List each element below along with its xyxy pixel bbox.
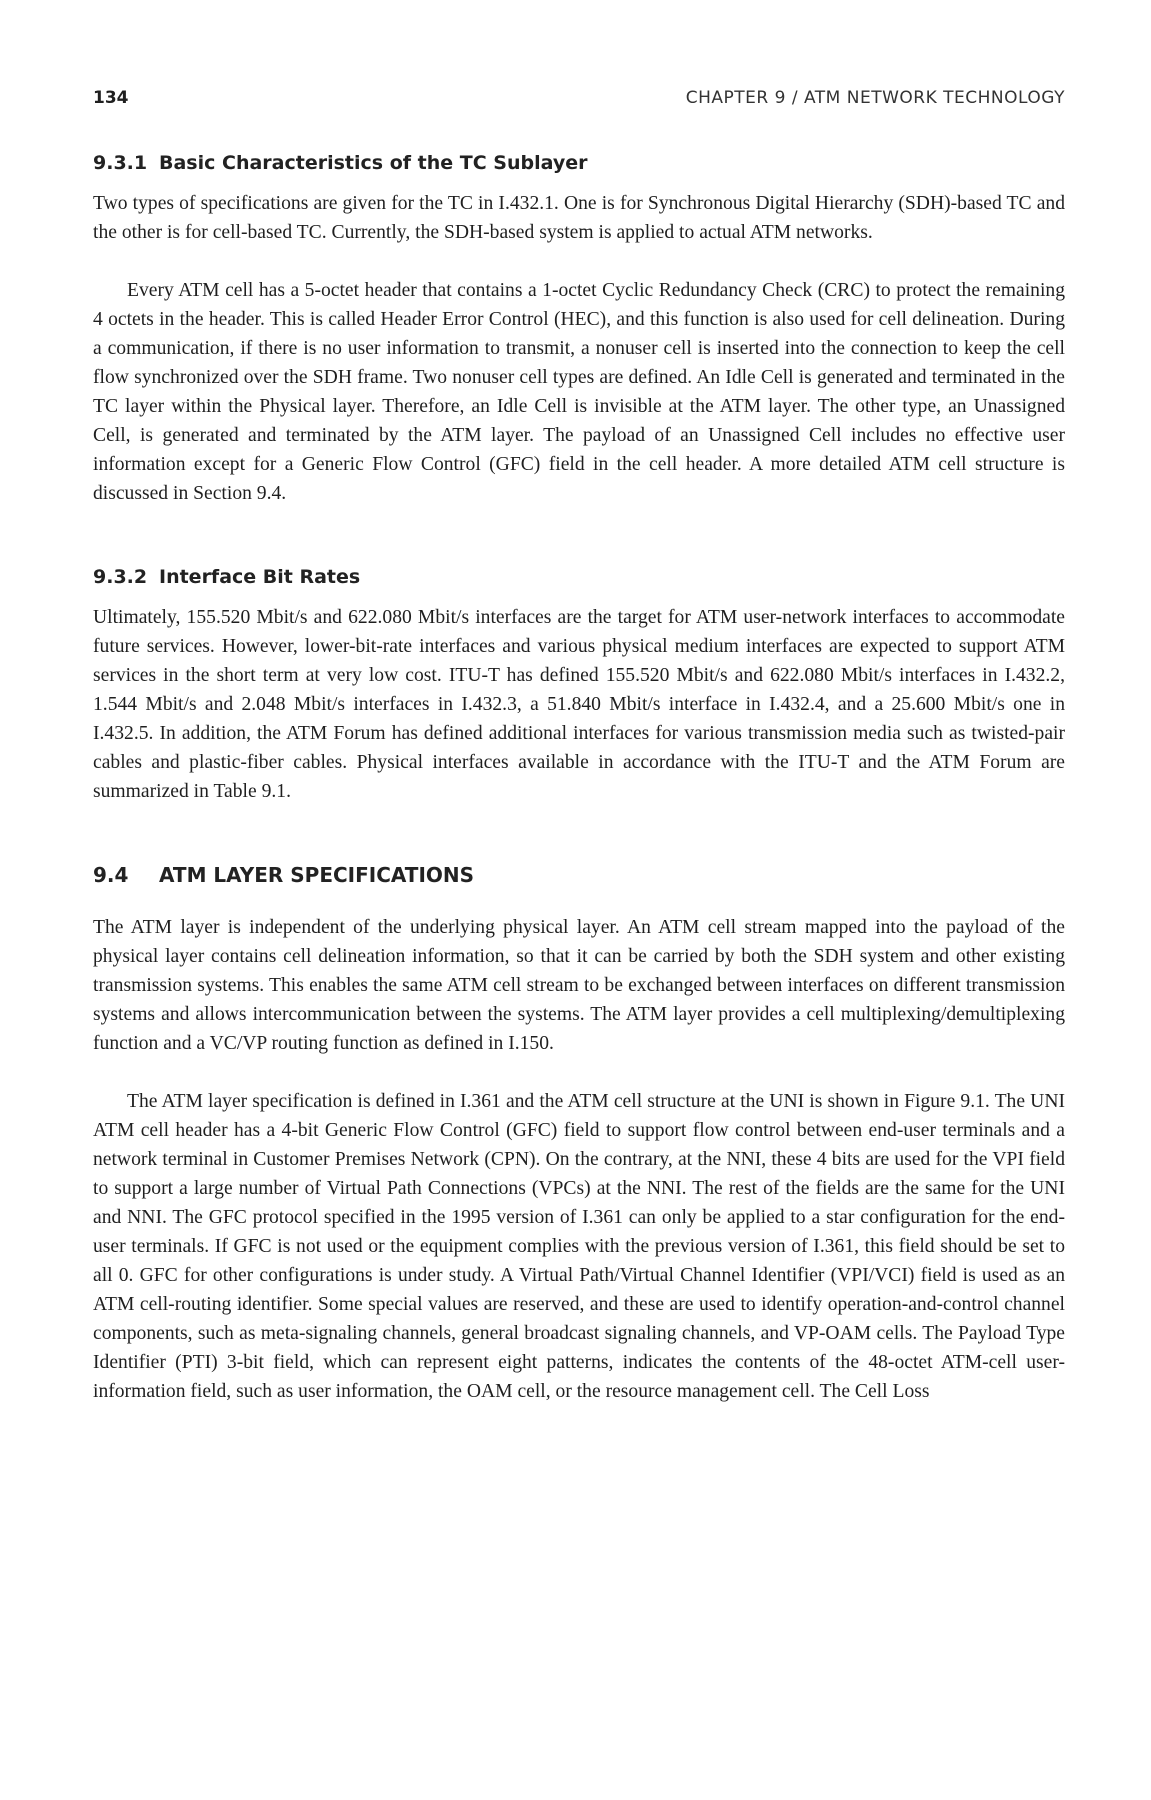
- subsection-title: Basic Characteristics of the TC Sublayer: [159, 152, 588, 174]
- section-number: 9.4: [93, 863, 129, 887]
- chapter-title: CHAPTER 9 / ATM NETWORK TECHNOLOGY: [685, 88, 1065, 108]
- paragraph-tc-specifications: Two types of specifications are given for the TC in I.432.1. One is for Synchronous Digital Hierarchy (SDH)-based TC and the other is for cell-based TC. Currently, the SDH-based system is applied to actual ATM networks.: [93, 193, 1065, 243]
- subsection-heading-9-3-1: [93, 152, 587, 174]
- paragraph-atm-layer-independence: The ATM layer is independent of the underlying physical layer. An ATM cell stream mapped into the payload of the physical layer contains cell delineation information, so that it can be carried by both the SDH system and other existing transmission systems. This enables the same ATM cell stream to be exchanged between interfaces on different transmission systems and allows intercommunication between the systems. The ATM layer provides a cell multiplexing/demultiplexing function and a VC/VP routing function as defined in I.150.: [93, 917, 1065, 1054]
- section-title: ATM LAYER SPECIFICATIONS: [159, 863, 475, 887]
- subsection-heading-9-3-2: [93, 566, 360, 588]
- subsection-number: 9.3.1: [93, 152, 148, 174]
- subsection-title: Interface Bit Rates: [159, 566, 361, 588]
- subsection-number: 9.3.2: [93, 566, 148, 588]
- page-number: 134: [93, 88, 129, 108]
- section-heading-9-4: [93, 863, 474, 887]
- paragraph-atm-cell-structure: The ATM layer specification is defined in I.361 and the ATM cell structure at the UNI is shown in Figure 9.1. The UNI ATM cell header has a 4-bit Generic Flow Control (GFC) field to support flow control between end-user terminals and a network terminal in Customer Premises Network (CPN). On the contrary, at the NNI, these 4 bits are used for the VPI field to support a large number of Virtual Path Connections (VPCs) at the NNI. The rest of the fields are the same for the UNI and NNI. The GFC protocol specified in the 1995 version of I.361 can only be applied to a star configuration for the end-user terminals. If GFC is not used or the equipment complies with the previous version of I.361, this field should be set to all 0. GFC for other configurations is under study. A Virtual Path/Virtual Channel Identifier (VPI/VCI) field is used as an ATM cell-routing identifier. Some special values are reserved, and these are used to identify operation-and-control channel components, such as meta-signaling channels, general broadcast signaling channels, and VP-OAM cells. The Payload Type Identifier (PTI) 3-bit field, which can represent eight patterns, indicates the contents of the 48-octet ATM-cell user-information field, such as user information, the OAM cell, or the resource management cell. The Cell Loss: [93, 1091, 1065, 1402]
- running-head: [93, 88, 1065, 112]
- paragraph-interface-bit-rates: Ultimately, 155.520 Mbit/s and 622.080 Mbit/s interfaces are the target for ATM user-network interfaces to accommodate future services. However, lower-bit-rate interfaces and various physical medium interfaces are expected to support ATM services in the short term at very low cost. ITU-T has defined 155.520 Mbit/s and 622.080 Mbit/s interfaces in I.432.2, 1.544 Mbit/s and 2.048 Mbit/s interfaces in I.432.3, a 51.840 Mbit/s interface in I.432.4, and a 25.600 Mbit/s one in I.432.5. In addition, the ATM Forum has defined additional interfaces for various transmission media such as twisted-pair cables and plastic-fiber cables. Physical interfaces available in accordance with the ITU-T and the ATM Forum are summarized in Table 9.1.: [93, 607, 1065, 802]
- book-page: [93, 0, 1065, 1800]
- paragraph-hec-cell-delineation: Every ATM cell has a 5-octet header that contains a 1-octet Cyclic Redundancy Check (CRC) to protect the remaining 4 octets in the header. This is called Header Error Control (HEC), and this function is also used for cell delineation. During a communication, if there is no user information to transmit, a nonuser cell is inserted into the connection to keep the cell flow synchronized over the SDH frame. Two nonuser cell types are defined. An Idle Cell is generated and terminated in the TC layer within the Physical layer. Therefore, an Idle Cell is invisible at the ATM layer. The other type, an Unassigned Cell, is generated and terminated by the ATM layer. The payload of an Unassigned Cell includes no effective user information except for a Generic Flow Control (GFC) field in the cell header. A more detailed ATM cell structure is discussed in Section 9.4.: [93, 280, 1065, 504]
